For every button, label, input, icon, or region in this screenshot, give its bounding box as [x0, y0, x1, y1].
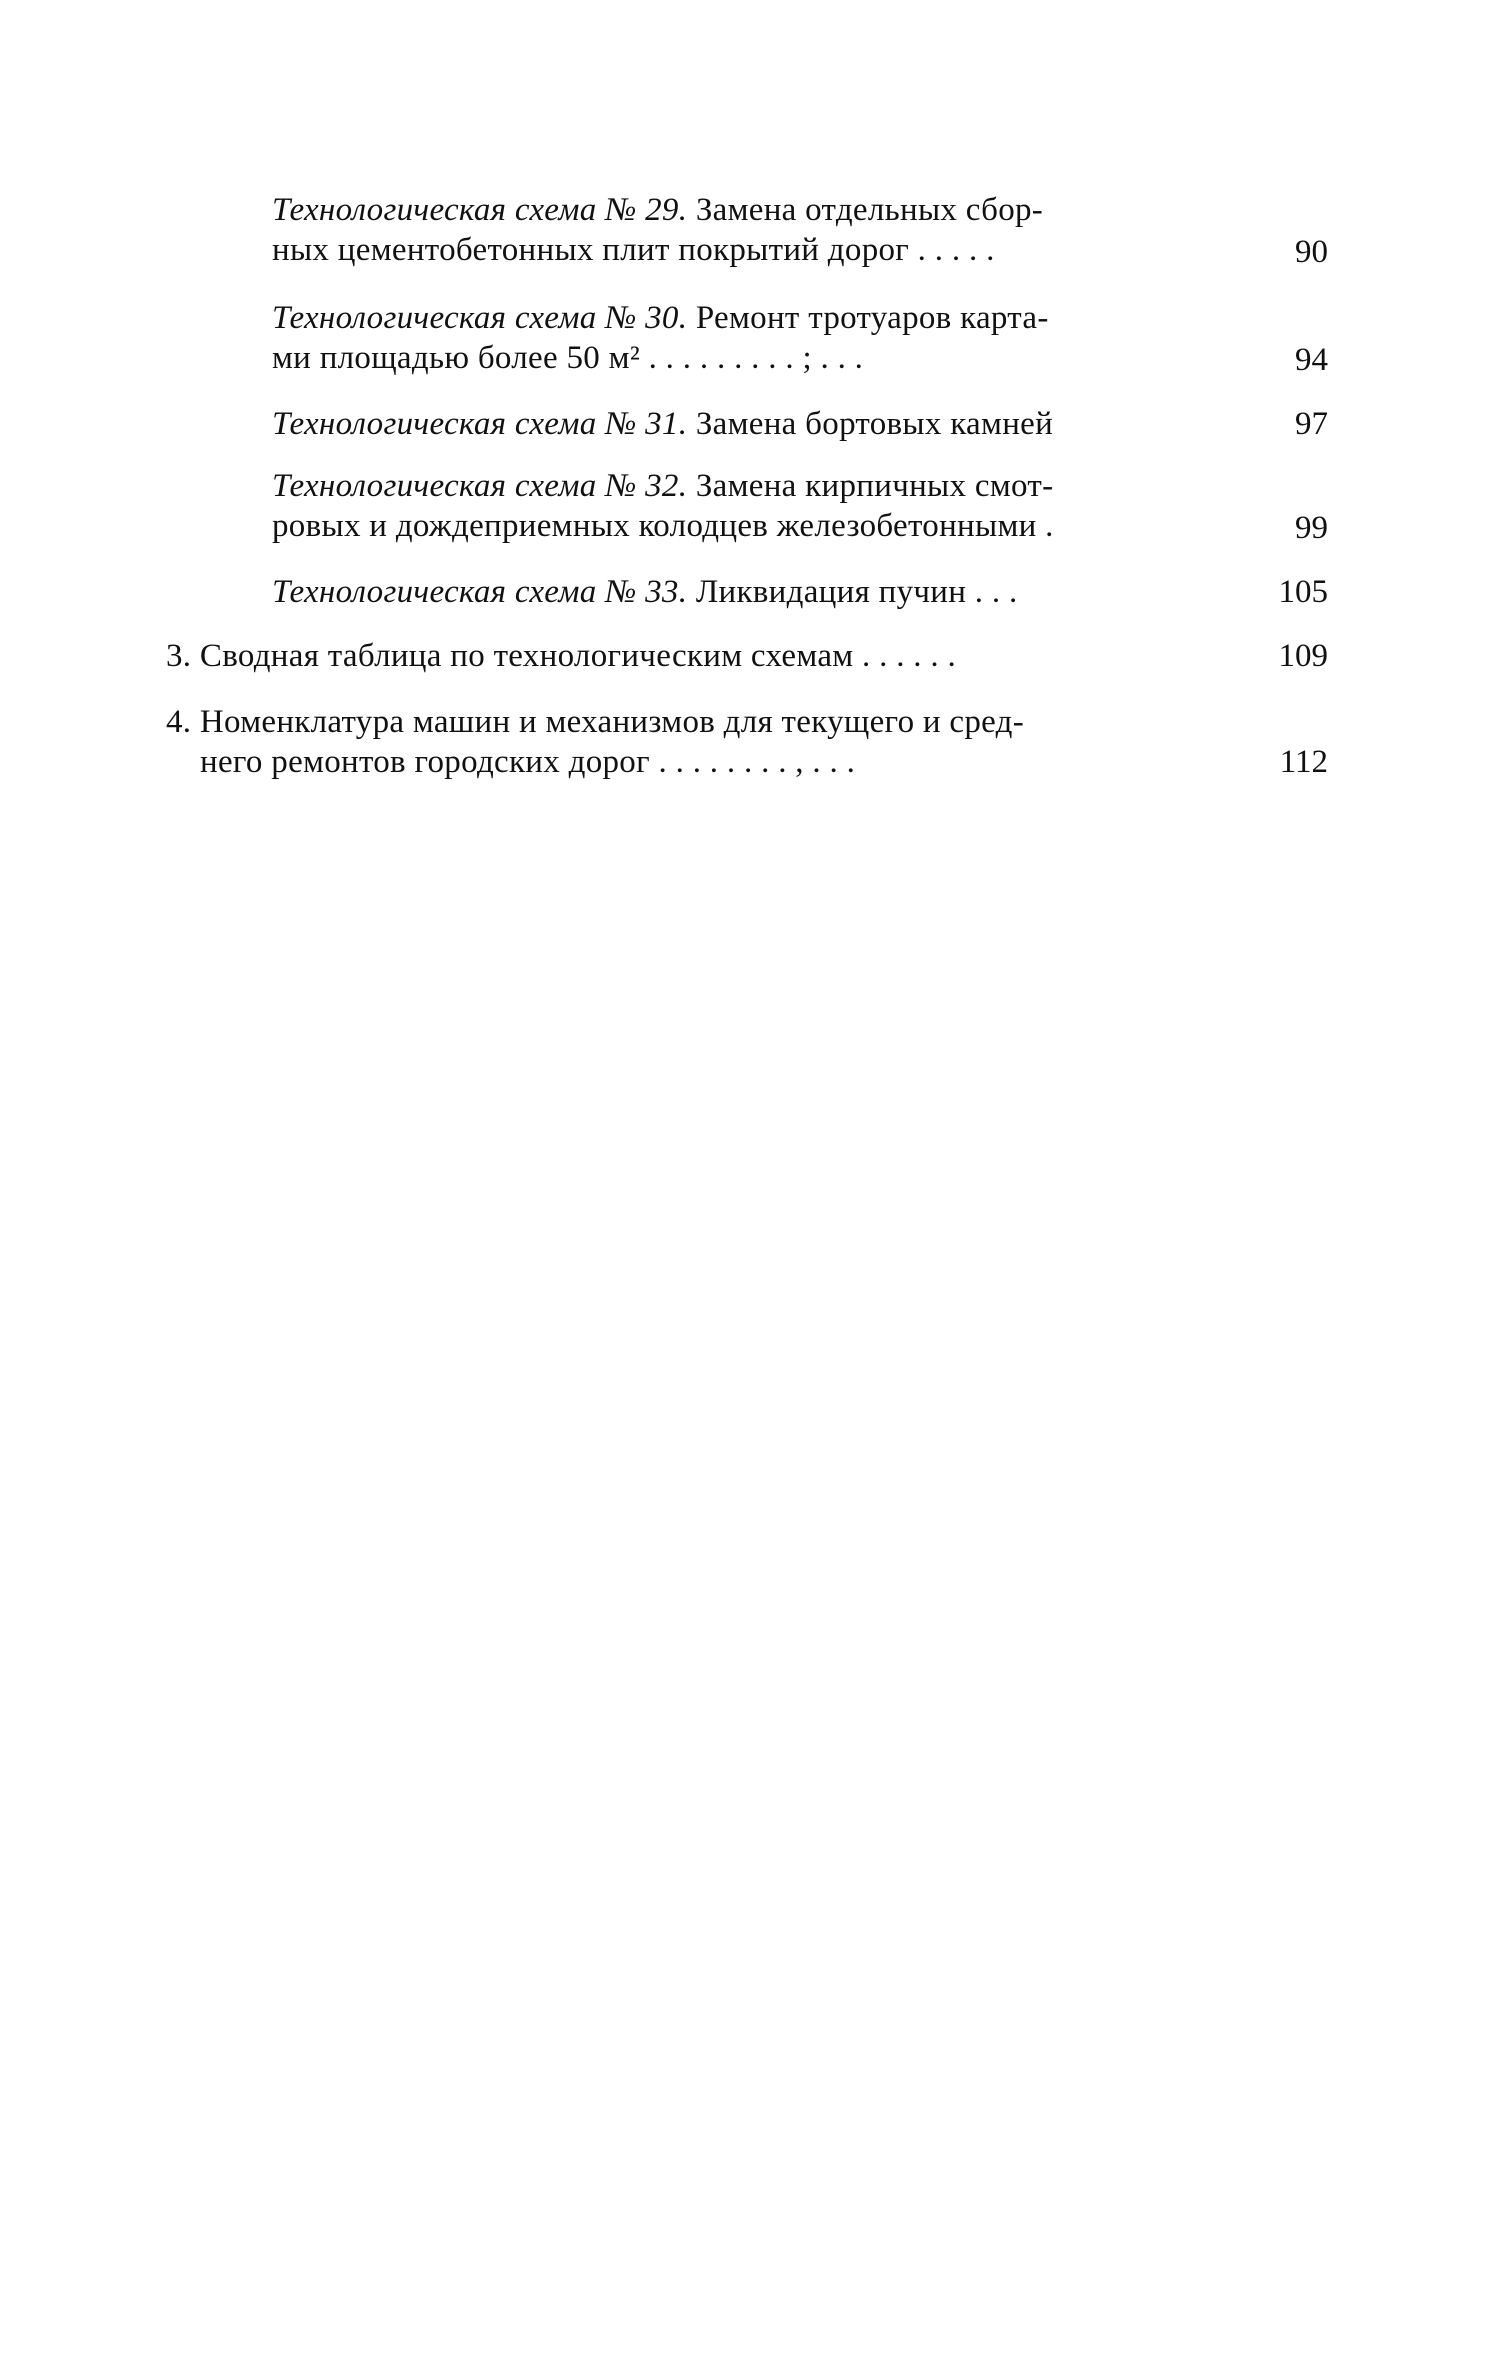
toc-entry-scheme-29: [272, 190, 1222, 270]
page-number: 99: [1295, 510, 1328, 546]
page-number: 112: [1279, 744, 1328, 780]
toc-entry-line: 3. Сводная таблица по технологическим схемам . . . . . .: [166, 638, 957, 674]
entry-title: Замена отдельных сбор-: [687, 192, 1044, 228]
scheme-label: Технологическая схема № 31.: [272, 406, 688, 442]
entry-title: Ликвидация пучин . . .: [687, 574, 1018, 610]
page-number: 90: [1295, 234, 1328, 270]
scheme-label: Технологическая схема № 30.: [272, 300, 688, 336]
toc-entry-line: него ремонтов городских дорог . . . . . . . . , . . .: [200, 744, 856, 780]
page-number: 105: [1278, 574, 1328, 610]
toc-entry-section-4: [166, 702, 1226, 782]
page-number: 97: [1295, 406, 1328, 442]
toc-entry-line: ных цементобетонных плит покрытий дорог . . . . .: [272, 232, 995, 268]
scheme-label: Технологическая схема № 32.: [272, 468, 688, 504]
toc-entry-line: ровых и дождеприемных колодцев железобетонными .: [272, 508, 1054, 544]
toc-entry-line: [272, 404, 1222, 444]
toc-entry-line: [272, 466, 1222, 506]
toc-entry-line: [272, 298, 1222, 338]
toc-entry-section-3: [166, 636, 1226, 676]
entry-title: Ремонт тротуаров карта-: [687, 300, 1049, 336]
scheme-label: Технологическая схема № 33.: [272, 574, 688, 610]
toc-entry-line: [272, 572, 1222, 612]
toc-entry-scheme-32: [272, 466, 1222, 546]
toc-entry-scheme-33: [272, 572, 1222, 612]
entry-title: Замена кирпичных смот-: [687, 468, 1054, 504]
toc-entry-line: 4. Номенклатура машин и механизмов для текущего и сред-: [166, 704, 1025, 740]
toc-entry-line: [272, 190, 1222, 230]
entry-title: Замена бортовых камней: [687, 406, 1054, 442]
page-number: 109: [1278, 638, 1328, 674]
toc-entry-scheme-30: [272, 298, 1222, 378]
toc-entry-line: ми площадью более 50 м² . . . . . . . . . ; . . .: [272, 340, 864, 376]
toc-entry-scheme-31: [272, 404, 1222, 444]
page-number: 94: [1295, 342, 1328, 378]
scheme-label: Технологическая схема № 29.: [272, 192, 688, 228]
